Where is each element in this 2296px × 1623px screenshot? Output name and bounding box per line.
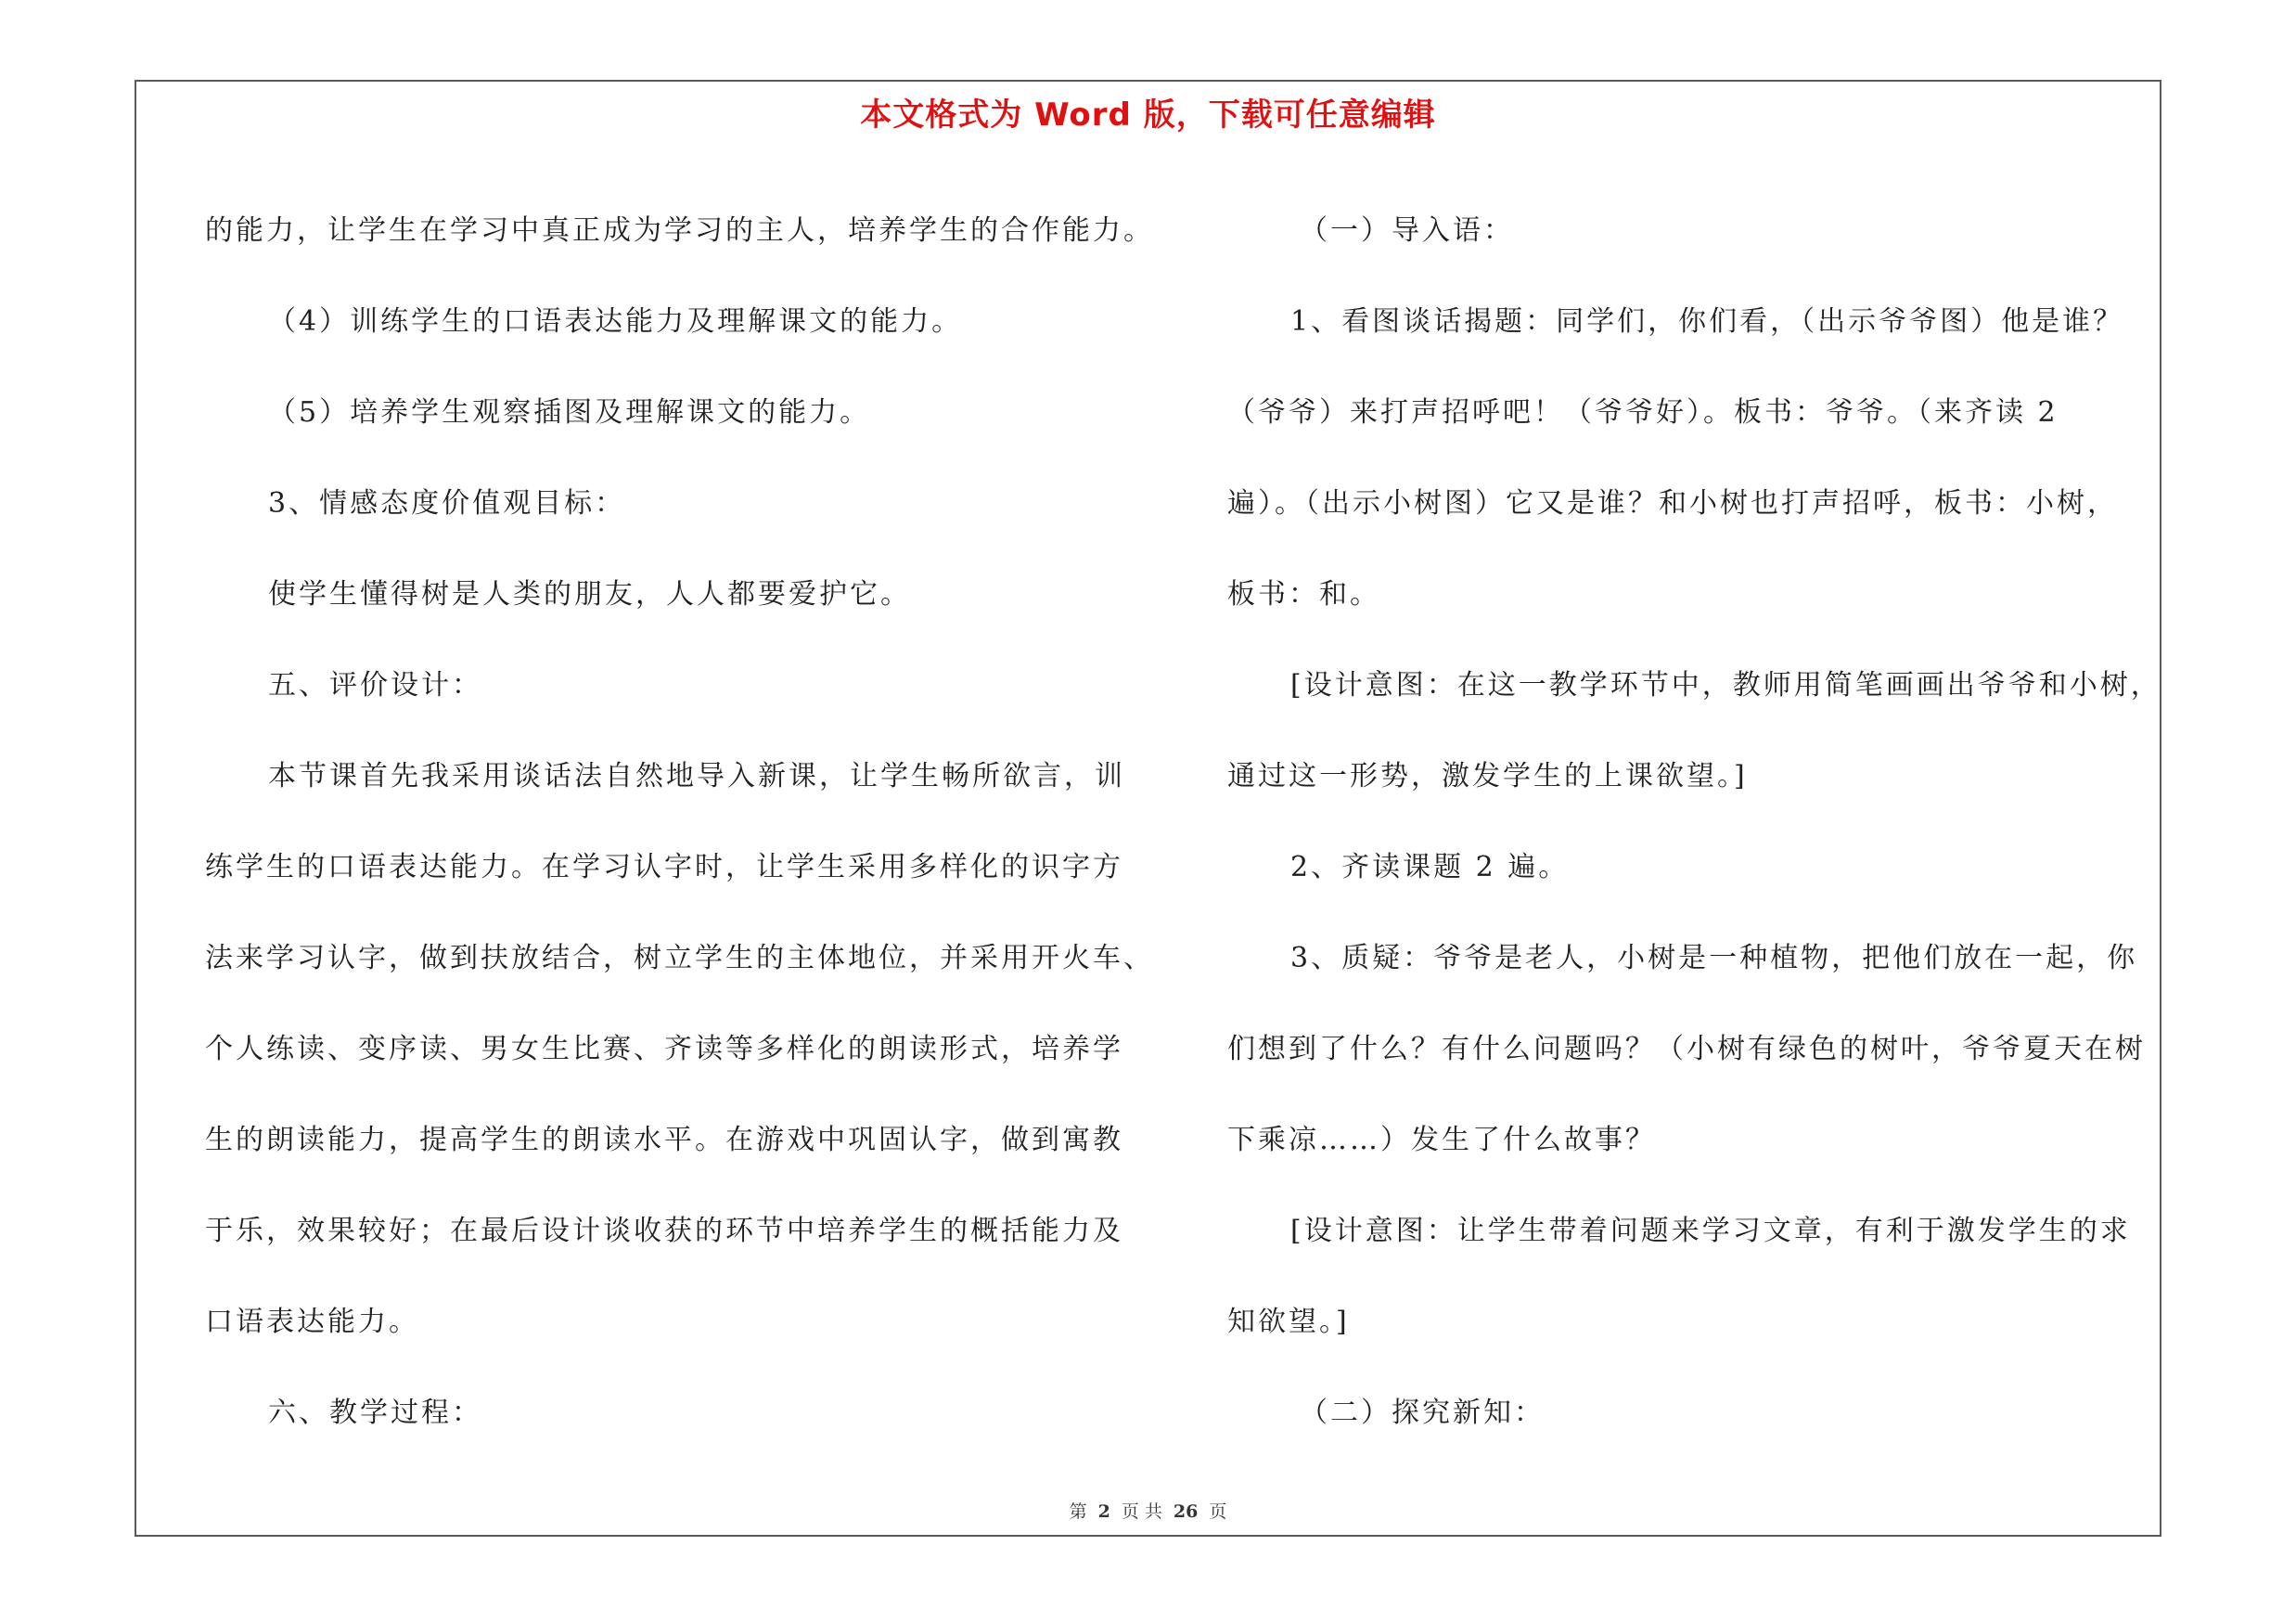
- text-line: 使学生懂得树是人类的朋友，人人都要爱护它。: [268, 578, 911, 611]
- text-line: 下乘凉……）发生了什么故事？: [1227, 1124, 1656, 1156]
- text-line: 3、质疑：爷爷是老人，小树是一种植物，把他们放在一起，你: [1290, 942, 2138, 974]
- text-line: 们想到了什么？有什么问题吗？（小树有绿色的树叶，爷爷夏天在树: [1227, 1033, 2146, 1065]
- header-banner: 本文格式为 Word 版，下载可任意编辑: [860, 97, 1436, 134]
- text-line: 本节课首先我采用谈话法自然地导入新课，让学生畅所欲言，训: [268, 760, 1125, 792]
- footer-mid: 页 共: [1121, 1501, 1162, 1522]
- text-line: 3、情感态度价值观目标：: [268, 487, 626, 520]
- left-column: [205, 186, 1154, 1459]
- total-pages: 26: [1173, 1501, 1199, 1522]
- text-line: 的能力，让学生在学习中真正成为学习的主人，培养学生的合作能力。: [205, 214, 1154, 247]
- section-heading: （一）导入语：: [1300, 214, 1514, 247]
- text-line: （4）训练学生的口语表达能力及理解课文的能力。: [268, 305, 963, 338]
- text-line: （爷爷）来打声招呼吧！（爷爷好）。板书：爷爷。（来齐读 2: [1227, 396, 2059, 429]
- text-line: 个人练读、变序读、男女生比赛、齐读等多样化的朗读形式，培养学: [205, 1033, 1123, 1065]
- text-line: 法来学习认字，做到扶放结合，树立学生的主体地位，并采用开火车、: [205, 942, 1154, 974]
- text-line: （5）培养学生观察插图及理解课文的能力。: [268, 396, 871, 429]
- text-line: 口语表达能力。: [205, 1306, 419, 1338]
- section-heading: 六、教学过程：: [268, 1397, 482, 1429]
- text-line: 练学生的口语表达能力。在学习认字时，让学生采用多样化的识字方: [205, 851, 1123, 883]
- design-note: 通过这一形势，激发学生的上课欲望。]: [1227, 760, 1748, 792]
- footer-suffix: 页: [1209, 1501, 1227, 1522]
- footer-prefix: 第: [1069, 1501, 1087, 1522]
- page-footer: [0, 1498, 2296, 1523]
- design-note: [设计意图：让学生带着问题来学习文章，有利于激发学生的求: [1290, 1215, 2131, 1247]
- page-number: 2: [1097, 1501, 1110, 1522]
- text-line: 遍）。（出示小树图）它又是谁？和小树也打声招呼，板书：小树，: [1227, 487, 2118, 520]
- design-note: 知欲望。]: [1227, 1306, 1350, 1338]
- section-heading: （二）探究新知：: [1300, 1397, 1545, 1429]
- text-line: 1、看图谈话揭题：同学们，你们看，（出示爷爷图）他是谁？: [1290, 305, 2124, 338]
- text-line: 生的朗读能力，提高学生的朗读水平。在游戏中巩固认字，做到寓教: [205, 1124, 1123, 1156]
- text-line: 板书：和。: [1227, 578, 1380, 611]
- text-line: 2、齐读课题 2 遍。: [1290, 851, 1570, 883]
- design-note: [设计意图：在这一教学环节中，教师用简笔画画出爷爷和小树，: [1290, 669, 2161, 702]
- right-column: [1227, 186, 2164, 1459]
- text-line: 于乐，效果较好；在最后设计谈收获的环节中培养学生的概括能力及: [205, 1215, 1123, 1247]
- section-heading: 五、评价设计：: [268, 669, 482, 702]
